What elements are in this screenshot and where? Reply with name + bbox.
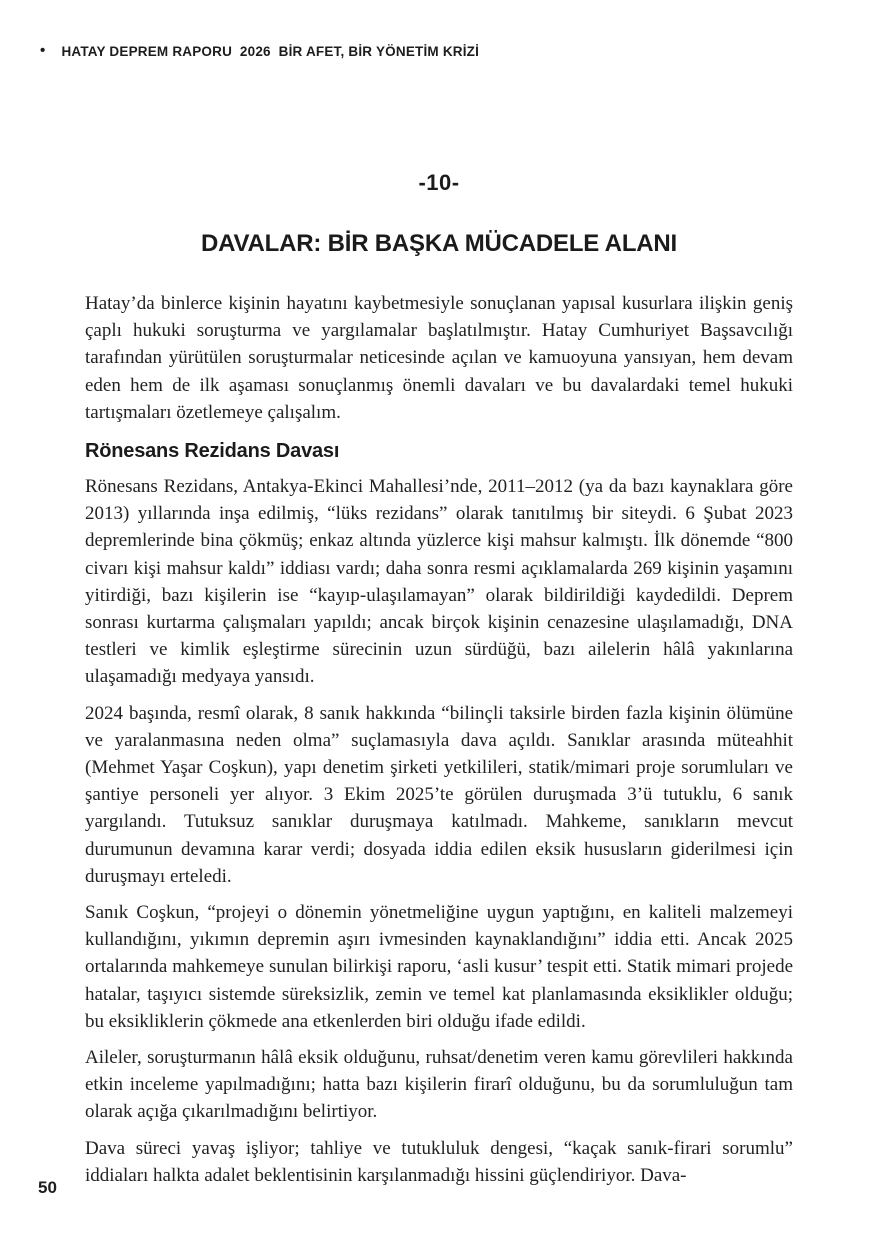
chapter-title: DAVALAR: BİR BAŞKA MÜCADELE ALANI: [200, 230, 678, 257]
body-paragraph: Aileler, soruşturmanın hâlâ eksik olduğunu, ruhsat/denetim veren kamu görevlileri hakkında etkin inceleme yapılmadığını; hatta bazı kişilerin firarî olduğunu, bu da sorumluluğun tam olarak açığa çıkarılmadığını belirtiyor.: [85, 1047, 793, 1123]
body-paragraph: Dava süreci yavaş işliyor; tahliye ve tutukluluk dengesi, “kaçak sanık-firari sorumlu” iddiaları halkta adalet beklentisinin karşılanmadığı hissini güçlendiriyor. Dava-: [85, 1137, 793, 1186]
running-header: [40, 44, 479, 59]
body-paragraph: 2024 başında, resmî olarak, 8 sanık hakkında “bilinçli taksirle birden fazla kişinin ölümüne ve yaralanmasına neden olma” suçlamasıyla dava açıldı. Sanıklar arasında müteahhit (Mehmet Yaşar Coşkun), yapı denetim şirketi yetkilileri, statik/mimari proje sorumluları ve şantiye personeli yer alıyor. 3 Ekim 2025’te görülen duruşmada 3’ü tutuklu, 6 sanık yargılandı. Tutuksuz sanıklar duruşmaya katılmadı. Mahkeme, sanıkların mevcut durumunun devamına karar verdi; dosyada iddia edilen eksik hususların giderilmesi için duruşmayı erteledi.: [85, 702, 793, 887]
section-heading: Rönesans Rezidans Davası: [85, 440, 340, 463]
header-bullet-icon: •: [40, 42, 46, 59]
page-number: 50: [38, 1178, 57, 1197]
intro-paragraph: Hatay’da binlerce kişinin hayatını kaybetmesiyle sonuçlanan yapısal kusurlara ilişkin geniş çaplı hukuki soruşturma ve yargılamalar başlatılmıştır. Hatay Cumhuriyet Başsavcılığı tarafından yürütülen soruşturmalar neticesinde açılan ve kamuoyuna yansıyan, hem devam eden hem de ilk aşaması sonuçlanmış önemli davaları ve bu davalardaki temel hukuki tartışmaları özetlemeye çalışalım.: [85, 293, 793, 423]
body-paragraph: Rönesans Rezidans, Antakya-Ekinci Mahallesi’nde, 2011–2012 (ya da bazı kaynaklara göre 2013) yıllarında inşa edilmiş, “lüks rezidans” olarak tanıtılmış bir siteydi. 6 Şubat 2023 depremlerinde bina çökmüş; enkaz altında yüzlerce kişi mahsur kalmıştı. İlk dönemde “800 civarı kişi mahsur kaldı” iddiası vardı; daha sonra resmi açıklamalarda 269 kişinin yaşamını yitirdiği, bazı kişilerin ise “kayıp-ulaşılamayan” olarak bildirildiği kaydedildi. Deprem sonrası kurtarma çalışmaları yapıldı; ancak birçok kişinin cenazesine ulaşılamadığı, DNA testleri ve kimlik eşleştirme sürecinin uzun sürdüğü, bazı ailelerin hâlâ yakınlarına ulaşamadığı medyaya yansıdı.: [85, 476, 793, 688]
page-content: [85, 170, 793, 1198]
chapter-number: -10-: [418, 170, 460, 195]
body-paragraph: Sanık Coşkun, “projeyi o dönemin yönetmeliğine uygun yaptığını, en kaliteli malzemeyi kullandığını, yıkımın depremin aşırı ivmesinden kaynaklandığını” iddia etti. Ancak 2025 ortalarında mahkemeye sunulan bilirkişi raporu, ‘asli kusur’ tespit etti. Statik mimari projede hatalar, taşıyıcı sistemde süreksizlik, zemin ve temel kat planlamasında eksiklikler olduğu; bu eksikliklerin çökmede ana etkenlerden biri olduğu ifade edildi.: [85, 902, 793, 1032]
running-header-text: HATAY DEPREM RAPORU 2026 BİR AFET, BİR YÖNETİM KRİZİ: [61, 44, 480, 59]
